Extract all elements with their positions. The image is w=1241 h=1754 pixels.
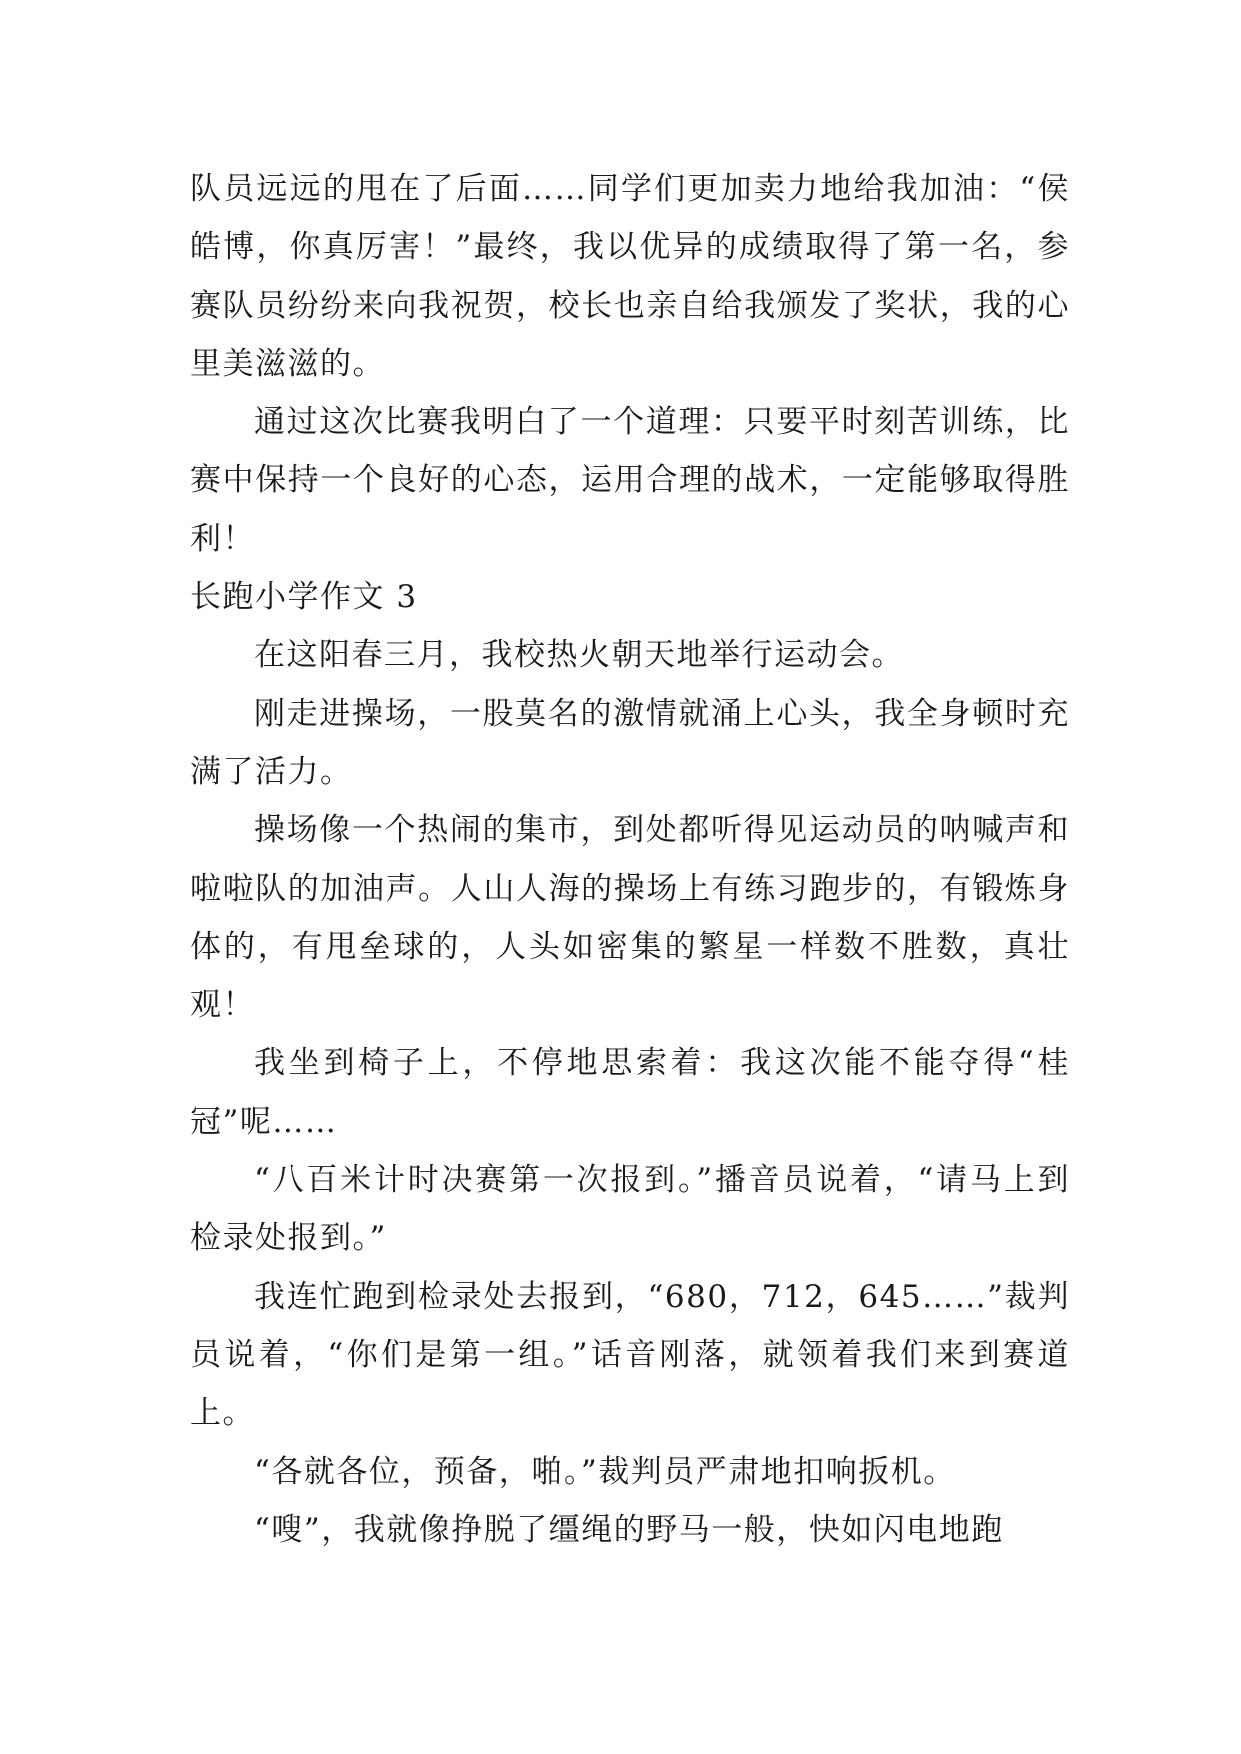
paragraph: “嗖”，我就像挣脱了缰绳的野马一般，快如闪电地跑 [254, 1511, 1004, 1548]
paragraph: 队员远远的甩在了后面……同学们更加卖力地给我加油：“侯皓博，你真厉害！”最终，我以优异的成绩取得了第一名，参赛队员纷纷来向我祝贺，校长也亲自给我颁发了奖状，我的心里美滋滋的。 [190, 171, 1070, 382]
paragraph: “各就各位，预备，啪。”裁判员严肃地扣响扳机。 [254, 1453, 956, 1490]
paragraph: “八百米计时决赛第一次报到。”播音员说着，“请马上到检录处报到。” [190, 1162, 1070, 1257]
paragraph: 我连忙跑到检录处去报到，“680，712，645……”裁判员说着，“你们是第一组。”话音刚落，就领着我们来到赛道上。 [190, 1278, 1070, 1432]
section-heading: 长跑小学作文 3 [190, 579, 418, 616]
paragraph: 操场像一个热闹的集市，到处都听得见运动员的呐喊声和啦啦队的加油声。人山人海的操场上有练习跑步的，有锻炼身体的，有甩垒球的，人头如密集的繁星一样数不胜数，真壮观！ [190, 812, 1070, 1024]
paragraph: 在这阳春三月，我校热火朝天地举行运动会。 [254, 637, 904, 674]
paragraph: 刚走进操场，一股莫名的激情就涌上心头，我全身顿时充满了活力。 [190, 695, 1070, 790]
paragraph: 通过这次比赛我明白了一个道理：只要平时刻苦训练，比赛中保持一个良好的心态，运用合理的战术，一定能够取得胜利！ [190, 404, 1070, 557]
paragraph: 我坐到椅子上，不停地思索着：我这次能不能夺得“桂冠”呢…… [190, 1045, 1070, 1140]
document-body [190, 160, 1070, 1559]
